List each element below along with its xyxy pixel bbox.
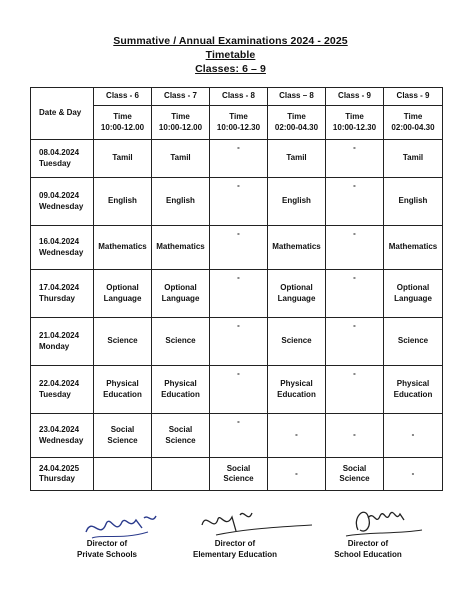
date-cell (31, 140, 94, 178)
time-value: 02:00-04.30 (274, 122, 319, 132)
subject-cell: - (210, 178, 268, 226)
subject-cell: - (384, 414, 443, 458)
document-subtitle: Timetable (205, 49, 256, 61)
time-value: 10:00-12.30 (332, 122, 377, 132)
column-time-header (94, 106, 152, 140)
subject-cell: Tamil (152, 140, 210, 178)
signature-director-school-education (318, 539, 418, 561)
subject-cell: Social Science (210, 458, 268, 491)
date-day-header: Date & Day (31, 88, 94, 140)
signature-director-elementary-education (180, 539, 290, 561)
time-label: Time (403, 112, 423, 122)
subject-cell: English (268, 178, 326, 226)
subject-cell: - (326, 414, 384, 458)
document-title: Summative / Annual Examinations 2024 - 2025 (113, 35, 348, 47)
date-cell (31, 458, 94, 491)
subject-cell: English (152, 178, 210, 226)
column-time-header (152, 106, 210, 140)
column-class-header: Class - 7 (152, 88, 210, 106)
subject-cell: Physical Education (152, 366, 210, 414)
time-value: 10:00-12.30 (216, 122, 261, 132)
exam-day: Thursday (39, 293, 76, 303)
subject-cell: Science (94, 318, 152, 366)
subject-cell: Optional Language (94, 270, 152, 318)
column-class-header: Class – 8 (268, 88, 326, 106)
signature-title: Director of (86, 539, 128, 548)
time-value: 10:00-12.00 (100, 122, 145, 132)
subject-cell: Science (384, 318, 443, 366)
column-class-header: Class - 8 (210, 88, 268, 106)
exam-date: 23.04.2024 (39, 425, 80, 435)
classes-line: Classes: 6 – 9 (195, 63, 266, 75)
signature-office: Elementary Education (192, 549, 278, 559)
subject-cell: Social Science (326, 458, 384, 491)
table-row (31, 414, 443, 458)
exam-date: 21.04.2024 (39, 331, 80, 341)
subject-cell (94, 458, 152, 491)
subject-cell: - (384, 458, 443, 491)
subject-cell: Tamil (384, 140, 443, 178)
subject-cell: Optional Language (384, 270, 443, 318)
signature-scribble-elementary-education (196, 505, 316, 541)
time-label: Time (171, 112, 190, 122)
time-value: 10:00-12.00 (158, 122, 203, 132)
exam-day: Wednesday (39, 435, 84, 445)
timetable (30, 87, 443, 491)
subject-cell: Physical Education (384, 366, 443, 414)
exam-day: Wednesday (39, 201, 84, 211)
subject-cell: - (326, 270, 384, 318)
date-cell (31, 414, 94, 458)
signature-title: Director of (214, 539, 256, 548)
exam-day: Monday (39, 341, 70, 351)
subject-cell: English (384, 178, 443, 226)
exam-day: Tuesday (39, 389, 71, 399)
subject-cell: Social Science (94, 414, 152, 458)
subject-cell (152, 458, 210, 491)
subject-cell: - (210, 414, 268, 458)
table-row (31, 366, 443, 414)
signature-scribble-school-education (338, 500, 428, 542)
exam-date: 17.04.2024 (39, 283, 80, 293)
subject-cell: Science (268, 318, 326, 366)
time-label: Time (229, 112, 248, 122)
subject-cell: - (210, 270, 268, 318)
column-time-header (268, 106, 326, 140)
header-row-class (31, 88, 443, 106)
subject-cell: Mathematics (384, 226, 443, 270)
exam-date: 16.04.2024 (39, 237, 80, 247)
subject-cell: Tamil (94, 140, 152, 178)
subject-cell: - (326, 226, 384, 270)
table-row (31, 458, 443, 491)
signature-title: Director of (347, 539, 389, 548)
exam-date: 22.04.2024 (39, 379, 80, 389)
table-row (31, 226, 443, 270)
subject-cell: - (268, 414, 326, 458)
subject-cell: Science (152, 318, 210, 366)
time-label: Time (113, 112, 132, 122)
table-row (31, 270, 443, 318)
column-time-header (384, 106, 443, 140)
subject-cell: Mathematics (94, 226, 152, 270)
subject-cell: Tamil (268, 140, 326, 178)
signature-office: School Education (334, 549, 402, 559)
signature-director-private-schools (62, 539, 152, 561)
exam-day: Thursday (39, 474, 76, 483)
date-cell (31, 178, 94, 226)
time-label: Time (345, 112, 364, 122)
date-cell (31, 226, 94, 270)
subject-cell: - (210, 226, 268, 270)
column-time-header (210, 106, 268, 140)
subject-cell: - (268, 458, 326, 491)
column-time-header (326, 106, 384, 140)
subject-cell: - (326, 140, 384, 178)
date-cell (31, 318, 94, 366)
column-class-header: Class - 9 (384, 88, 443, 106)
subject-cell: Physical Education (94, 366, 152, 414)
subject-cell: Mathematics (268, 226, 326, 270)
subject-cell: - (210, 140, 268, 178)
exam-date: 09.04.2024 (39, 191, 80, 201)
subject-cell: - (210, 366, 268, 414)
subject-cell: - (326, 318, 384, 366)
time-label: Time (287, 112, 306, 122)
subject-cell: - (210, 318, 268, 366)
subject-cell: Social Science (152, 414, 210, 458)
exam-date: 08.04.2024 (39, 148, 80, 158)
subject-cell: Optional Language (268, 270, 326, 318)
exam-day: Wednesday (39, 247, 84, 257)
subject-cell: - (326, 178, 384, 226)
subject-cell: Physical Education (268, 366, 326, 414)
date-cell (31, 366, 94, 414)
table-row (31, 178, 443, 226)
subject-cell: Optional Language (152, 270, 210, 318)
subject-cell: English (94, 178, 152, 226)
table-row (31, 140, 443, 178)
exam-day: Tuesday (39, 158, 71, 168)
column-class-header: Class - 6 (94, 88, 152, 106)
subject-cell: Mathematics (152, 226, 210, 270)
signature-office: Private Schools (76, 549, 138, 559)
date-cell (31, 270, 94, 318)
column-class-header: Class - 9 (326, 88, 384, 106)
time-value: 02:00-04.30 (391, 122, 435, 132)
table-row (31, 318, 443, 366)
subject-cell: - (326, 366, 384, 414)
exam-date: 24.04.2025 (39, 463, 80, 473)
